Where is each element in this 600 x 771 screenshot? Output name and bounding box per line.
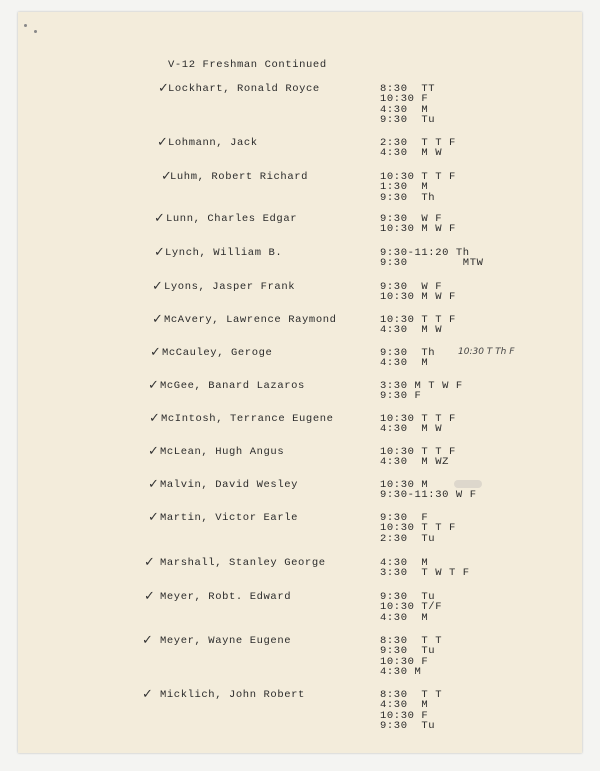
student-name: Marshall, Stanley George — [160, 557, 326, 569]
schedule-line: 9:30 F — [380, 512, 429, 524]
ink-smudge — [454, 480, 482, 488]
schedule-line: 2:30 Tu — [380, 532, 436, 545]
schedule-block — [380, 348, 435, 369]
schedule-line: 4:30 M — [380, 699, 429, 712]
schedule-line: 9:30 W F — [380, 213, 443, 225]
schedule-block — [380, 558, 470, 579]
checkmark-icon: ✓ — [148, 510, 159, 525]
speck — [24, 24, 27, 27]
student-name: Luhm, Robert Richard — [170, 171, 309, 183]
student-name: Martin, Victor Earle — [160, 512, 299, 524]
student-name: Lynch, William B. — [165, 247, 283, 259]
student-name: Lunn, Charles Edgar — [166, 213, 298, 225]
student-name: McAvery, Lawrence Raymond — [164, 314, 337, 326]
schedule-block — [380, 592, 442, 623]
checkmark-icon: ✓ — [152, 312, 163, 327]
schedule-line: 10:30 F — [380, 655, 429, 668]
schedule-line: 10:30 T/F — [380, 601, 443, 614]
checkmark-icon: ✓ — [148, 477, 159, 492]
schedule-line: 9:30 F — [380, 390, 422, 403]
student-name: Micklich, John Robert — [160, 689, 305, 701]
schedule-line: 8:30 T T — [380, 689, 443, 701]
student-name: McGee, Banard Lazaros — [160, 380, 305, 392]
checkmark-icon: ✓ — [142, 687, 153, 702]
schedule-line: 9:30 Tu — [380, 720, 436, 733]
checkmark-icon: ✓ — [144, 589, 155, 604]
schedule-line: 10:30 F — [380, 93, 429, 106]
checkmark-icon: ✓ — [148, 444, 159, 459]
schedule-line: 10:30 T T F — [380, 314, 456, 326]
schedule-block — [380, 172, 456, 203]
schedule-line: 8:30 TT — [380, 83, 436, 95]
checkmark-icon: ✓ — [149, 411, 160, 426]
schedule-line: 10:30 F — [380, 709, 429, 722]
student-name: McCauley, Geroge — [162, 347, 273, 359]
schedule-line: 10:30 T T F — [380, 446, 456, 458]
schedule-line: 9:30 Tu — [380, 114, 436, 127]
schedule-line: 9:30 Tu — [380, 591, 436, 603]
schedule-line: 10:30 M W F — [380, 291, 456, 304]
schedule-block — [380, 636, 442, 678]
schedule-line: 4:30 M WZ — [380, 456, 450, 469]
schedule-block — [380, 248, 484, 269]
schedule-line: 4:30 M — [380, 103, 429, 116]
schedule-line: 9:30 W F — [380, 281, 443, 293]
speck — [34, 30, 37, 33]
schedule-block — [380, 447, 456, 468]
checkmark-icon: ✓ — [161, 169, 172, 184]
schedule-line: 9:30 Th — [380, 347, 436, 359]
schedule-line: 9:30 Th — [380, 191, 436, 204]
schedule-block — [380, 513, 456, 544]
student-name: McLean, Hugh Angus — [160, 446, 285, 458]
document-page — [18, 12, 582, 753]
schedule-line: 9:30-11:20 Th — [380, 247, 470, 259]
schedule-line: 4:30 M — [380, 557, 429, 569]
checkmark-icon: ✓ — [158, 81, 169, 96]
schedule-line: 10:30 T T F — [380, 413, 456, 425]
schedule-block — [380, 315, 456, 336]
checkmark-icon: ✓ — [157, 135, 168, 150]
schedule-line: 4:30 M — [380, 357, 429, 370]
schedule-line: 9:30 Tu — [380, 645, 436, 658]
schedule-block — [380, 414, 456, 435]
student-name: Malvin, David Wesley — [160, 479, 299, 491]
schedule-line: 10:30 M — [380, 479, 429, 491]
schedule-line: 10:30 M W F — [380, 223, 456, 236]
schedule-line: 4:30 M — [380, 611, 429, 624]
checkmark-icon: ✓ — [142, 633, 153, 648]
checkmark-icon: ✓ — [154, 245, 165, 260]
handwritten-note: 10:30 T Th F — [458, 347, 515, 357]
schedule-line: 1:30 M — [380, 181, 429, 194]
checkmark-icon: ✓ — [152, 279, 163, 294]
schedule-block — [380, 282, 456, 303]
page-title: V-12 Freshman Continued — [168, 59, 327, 71]
student-name: Lohmann, Jack — [168, 137, 258, 149]
schedule-block — [380, 690, 442, 732]
student-name: Meyer, Wayne Eugene — [160, 635, 292, 647]
schedule-line: 4:30 M W — [380, 423, 443, 436]
schedule-block — [380, 381, 463, 402]
schedule-line: 3:30 M T W F — [380, 380, 463, 392]
schedule-line: 10:30 T T F — [380, 171, 456, 183]
schedule-line: 8:30 T T — [380, 635, 443, 647]
schedule-line: 9:30-11:30 W F — [380, 489, 477, 502]
student-name: Lyons, Jasper Frank — [164, 281, 296, 293]
schedule-line: 4:30 M — [380, 666, 422, 679]
schedule-line: 9:30 MTW — [380, 257, 484, 270]
schedule-line: 4:30 M W — [380, 324, 443, 337]
schedule-block — [380, 138, 456, 159]
schedule-line: 2:30 T T F — [380, 137, 456, 149]
student-name: Lockhart, Ronald Royce — [168, 83, 320, 95]
schedule-block — [380, 214, 456, 235]
checkmark-icon: ✓ — [148, 378, 159, 393]
schedule-line: 3:30 T W T F — [380, 567, 470, 580]
checkmark-icon: ✓ — [154, 211, 165, 226]
student-name: McIntosh, Terrance Eugene — [161, 413, 334, 425]
checkmark-icon: ✓ — [150, 345, 161, 360]
schedule-line: 4:30 M W — [380, 147, 443, 160]
schedule-line: 10:30 T T F — [380, 522, 456, 535]
student-name: Meyer, Robt. Edward — [160, 591, 292, 603]
schedule-block — [380, 84, 435, 126]
checkmark-icon: ✓ — [144, 555, 155, 570]
